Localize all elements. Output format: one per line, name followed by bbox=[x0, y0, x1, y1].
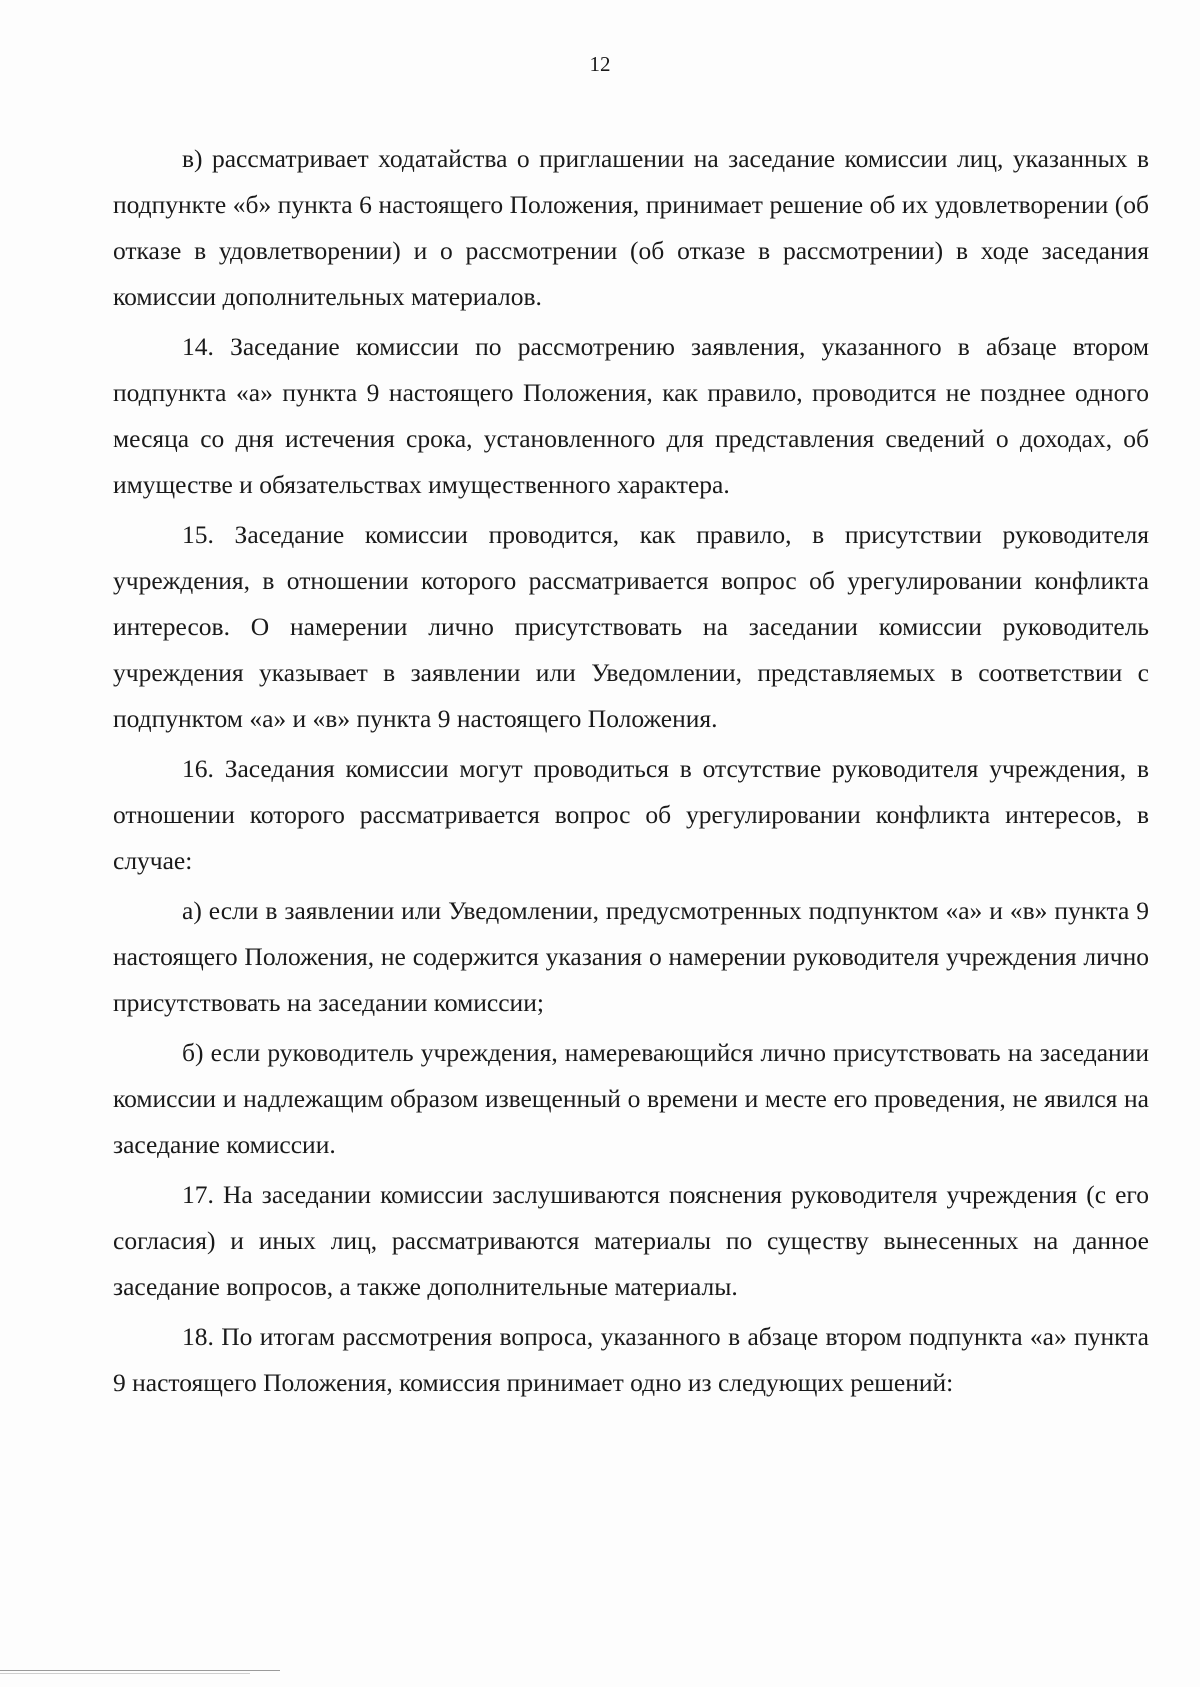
paragraph-18: 18. По итогам рассмотрения вопроса, указанного в абзаце втором подпункта «а» пункта 9 настоящего Положения, комиссия принимает одно из следующих решений: bbox=[113, 1322, 1149, 1397]
paragraph-17: 17. На заседании комиссии заслушиваются пояснения руководителя учреждения (с его согласия) и иных лиц, рассматриваются материалы по существу вынесенных на данное заседание вопросов, а также дополнительные материалы. bbox=[113, 1180, 1149, 1301]
paragraph-13v: в) рассматривает ходатайства о приглашении на заседание комиссии лиц, указанных в подпункте «б» пункта 6 настоящего Положения, принимает решение об их удовлетворении (об отказе в удовлетворении) и о рассмотрении (об отказе в рассмотрении) в ходе заседания комиссии дополнительных материалов. bbox=[113, 144, 1149, 311]
paragraph-16a: а) если в заявлении или Уведомлении, предусмотренных подпунктом «а» и «в» пункта 9 настоящего Положения, не содержится указания о намерении руководителя учреждения лично присутствовать на заседании комиссии; bbox=[113, 896, 1149, 1017]
scan-edge-line bbox=[0, 1670, 280, 1671]
paragraph-16b: б) если руководитель учреждения, намеревающийся лично присутствовать на заседании комиссии и надлежащим образом извещенный о времени и месте его проведения, не явился на заседание комиссии. bbox=[113, 1038, 1149, 1159]
paragraph-15: 15. Заседание комиссии проводится, как правило, в присутствии руководителя учреждения, в отношении которого рассматривается вопрос об урегулировании конфликта интересов. О намерении лично присутствовать на заседании комиссии руководитель учреждения указывает в заявлении или Уведомлении, представляемых в соответствии с подпунктом «а» и «в» пункта 9 настоящего Положения. bbox=[113, 520, 1149, 733]
scan-edge-line-faint bbox=[0, 1673, 250, 1674]
document-body bbox=[113, 136, 1149, 1410]
paragraph-14: 14. Заседание комиссии по рассмотрению заявления, указанного в абзаце втором подпункта «а» пункта 9 настоящего Положения, как правило, проводится не позднее одного месяца со дня истечения срока, установленного для представления сведений о доходах, об имуществе и обязательствах имущественного характера. bbox=[113, 332, 1149, 499]
page-number: 12 bbox=[589, 52, 611, 76]
paragraph-16: 16. Заседания комиссии могут проводиться в отсутствие руководителя учреждения, в отношении которого рассматривается вопрос об урегулировании конфликта интересов, в случае: bbox=[113, 754, 1149, 875]
